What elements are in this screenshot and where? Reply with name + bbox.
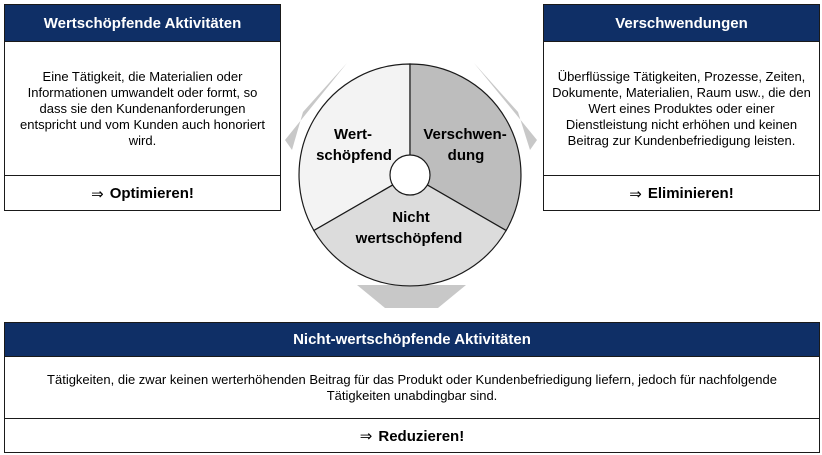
segment-waste-label-2: dung <box>447 147 485 164</box>
value-adding-title: Wertschöpfende Aktivitäten <box>5 5 280 42</box>
non-value-adding-action <box>5 419 819 453</box>
non-value-adding-description: Tätigkeiten, die zwar keinen werterhöhenden Beitrag für das Produkt oder Kundenbefriedigung liefern, jedoch für nachfolgende Tätigkeiten unabdingbar sind. <box>5 357 819 419</box>
non-value-adding-box <box>4 322 820 453</box>
segment-value-adding-label-1: Wert- <box>333 126 373 143</box>
value-adding-description: Eine Tätigkeit, die Materialien oder Informationen umwandelt oder formt, so dass sie den Kundenanforderungen entspricht und vom Kunden auch honoriert wird. <box>5 42 280 176</box>
implies-arrow-icon: ⇒ <box>629 185 642 203</box>
pointer-down <box>357 285 466 308</box>
non-value-adding-title: Nicht-wertschöpfende Aktivitäten <box>5 323 819 357</box>
value-adding-action-label: Optimieren! <box>109 185 194 202</box>
waste-action-label: Eliminieren! <box>647 185 734 202</box>
segment-value-adding-label-2: schöpfend <box>316 147 392 164</box>
implies-arrow-icon: ⇒ <box>359 428 373 445</box>
segment-waste-label-1: Verschwen- <box>423 126 507 143</box>
waste-title: Verschwendungen <box>544 5 819 42</box>
implies-arrow-icon: ⇒ <box>91 185 104 203</box>
segment-non-value-adding-label-2: wertschöpfend <box>355 230 463 247</box>
waste-description: Überflüssige Tätigkeiten, Prozesse, Zeiten, Dokumente, Materialien, Raum usw., die den Wert eines Produktes oder einer Dienstleistung nicht erhöhen und keinen Beitrag zur Kundenbefriedigung leisten. <box>544 42 819 176</box>
segment-non-value-adding-label-1: Nicht <box>392 209 430 226</box>
wheel-hub <box>390 155 430 195</box>
non-value-adding-action-label: Reduzieren! <box>378 427 465 445</box>
